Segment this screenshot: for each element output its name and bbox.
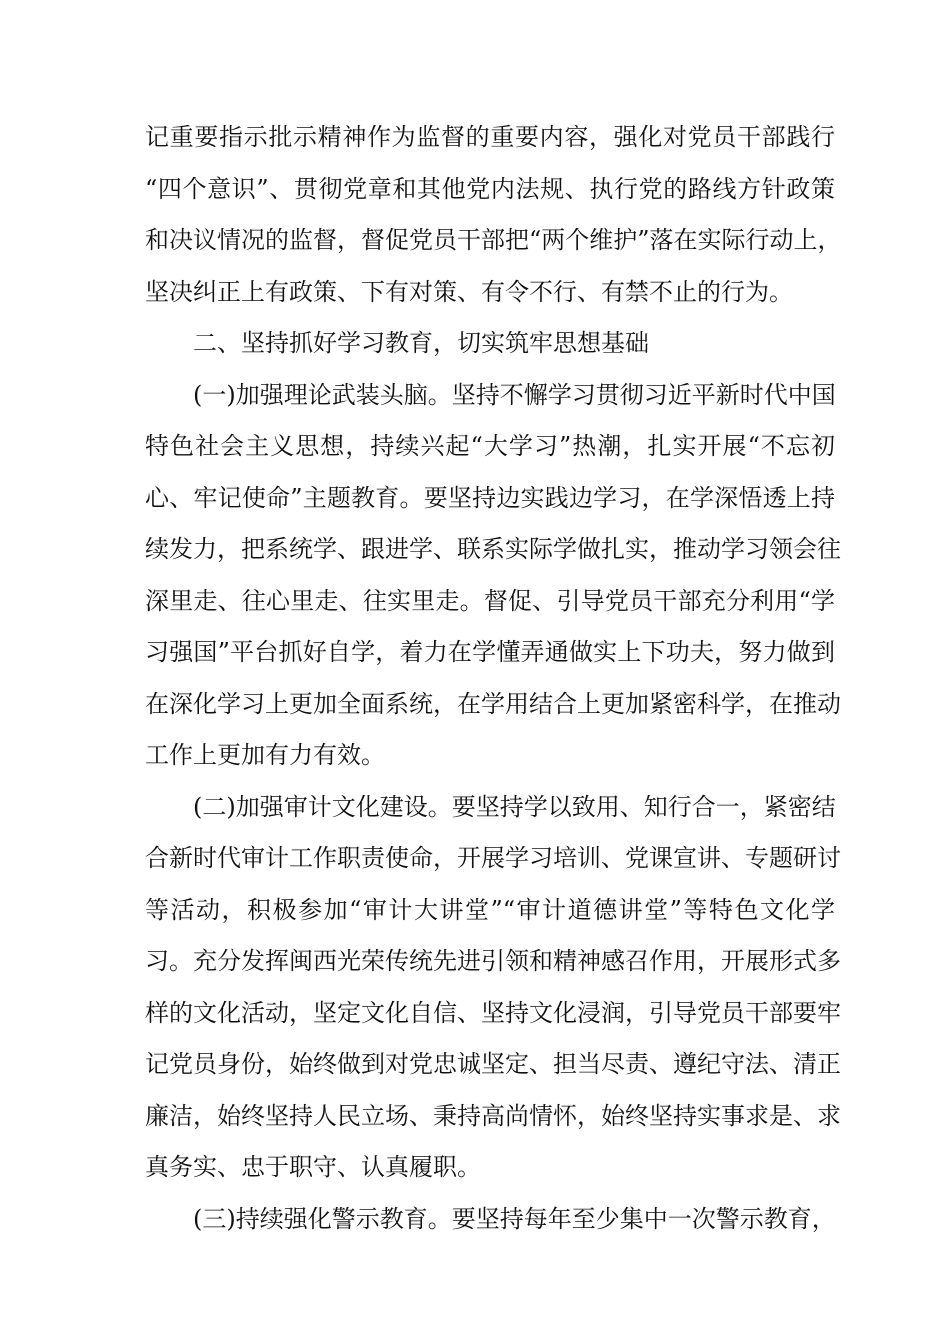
text-line: (一)加强理论武装头脑。坚持不懈学习贯彻习近平新时代中国: [193, 380, 836, 409]
text-line: 工作上更加有力有效。: [145, 741, 385, 769]
text-line: 样的文化活动，坚定文化自信、坚持文化浸润，引导党员干部要牢: [145, 998, 841, 1027]
document-body: [145, 112, 842, 1245]
text-line: 记党员身份，始终做到对党忠诚坚定、担当尽责、遵纪守法、清正: [145, 1050, 841, 1078]
text-line: 和决议情况的监督，督促党员干部把“两个维护”落在实际行动上，: [145, 226, 842, 254]
text-line: 习强国”平台抓好自学，着力在学懂弄通做实上下功夫，努力做到: [145, 638, 835, 666]
text-line: 深里走、往心里走、往实里走。督促、引导党员干部充分利用“学: [145, 586, 835, 615]
text-line: 等活动，积极参加“审计大讲堂”“审计道德讲堂”等特色文化学: [145, 895, 835, 924]
text-line: 坚决纠正上有政策、下有对策、有令不行、有禁不止的行为。: [145, 277, 793, 306]
text-line: 合新时代审计工作职责使命，开展学习培训、党课宣讲、专题研讨: [145, 844, 841, 872]
text-line: 习。充分发挥闽西光荣传统先进引领和精神感召作用，开展形式多: [145, 947, 841, 975]
text-line: 续发力，把系统学、跟进学、联系实际学做扎实，推动学习领会往: [145, 535, 841, 563]
text-line: 真务实、忠于职守、认真履职。: [145, 1153, 481, 1181]
text-line: “四个意识”、贯彻党章和其他党内法规、执行党的路线方针政策: [145, 174, 835, 203]
text-line: 廉洁，始终坚持人民立场、秉持高尚情怀，始终坚持实事求是、求: [145, 1101, 841, 1130]
text-line: 在深化学习上更加全面系统，在学用结合上更加紧密科学，在推动: [145, 689, 841, 718]
text-line: 记重要指示批示精神作为监督的重要内容，强化对党员干部践行: [145, 123, 835, 151]
text-line: (二)加强审计文化建设。要坚持学以致用、知行合一，紧密结: [193, 792, 836, 821]
text-line: 特色社会主义思想，持续兴起“大学习”热潮，扎实开展“不忘初: [145, 432, 835, 460]
text-line: (三)持续强化警示教育。要坚持每年至少集中一次警示教育，: [193, 1204, 836, 1233]
text-line: 二、坚持抓好学习教育，切实筑牢思想基础: [193, 329, 649, 357]
text-line: 心、牢记使命”主题教育。要坚持边实践边学习，在学深悟透上持: [145, 483, 835, 512]
